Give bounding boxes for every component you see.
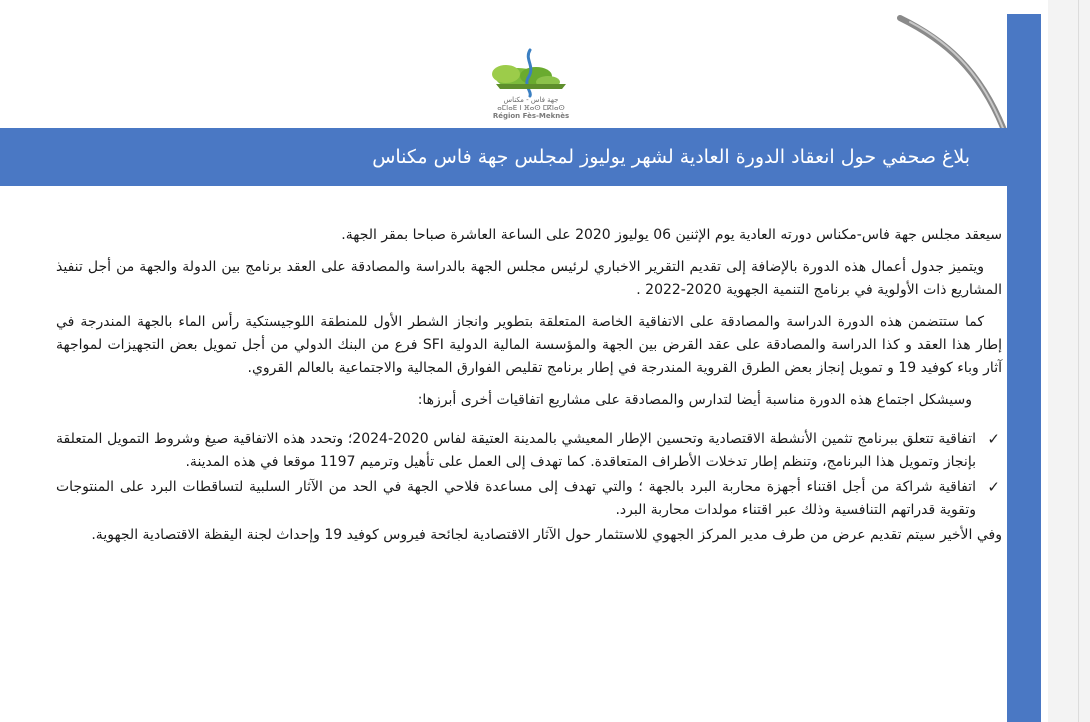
gutter-divider	[1078, 0, 1079, 722]
page-title: بلاغ صحفي حول انعقاد الدورة العادية لشهر يوليوز لمجلس جهة فاس مكناس	[372, 146, 970, 168]
list-item-text: اتفاقية شراكة من أجل اقتناء أجهزة محاربة البرد بالجهة ؛ والتي تهدف إلى مساعدة فلاحي الجهة في الحد من الآثار السلبية لتساقطات البرد على المنتوجات وتقوية قدراتهم التنافسية وذلك عبر اقتناء مولدات محاربة البرد.	[56, 479, 976, 518]
paragraph-agenda: ويتميز جدول أعمال هذه الدورة بالإضافة إلى تقديم التقرير الاخباري لرئيس مجلس الجهة بالدراسة والمصادقة على العقد برنامج بين الدولة والجهة من أجل تنفيذ المشاريع ذات الأولوية في برنامج التنمية الجهوية 2020-2022 .	[56, 259, 1002, 298]
paragraph-agreements: كما ستتضمن هذه الدورة الدراسة والمصادقة على الاتفاقية الخاصة المتعلقة بتطوير وانجاز الشطر الأول للمنطقة اللوجيستكية رأس الماء بالجهة المندرجة في إطار هذا العقد و كذا الدراسة والمصادقة على عقد القرض بين الجهة والمؤسسة المالية الدولية SFI فرع من البنك الدولي من أجل تمويل بعض التجهيزات لمواجهة آثار وباء كوفيد 19 و تمويل إنجاز بعض الطرق القروية المندرجة في إطار برنامج تقليص الفوارق المجالية والاجتماعية بالعالم القروي.	[56, 314, 1002, 376]
viewer-gutter	[1048, 0, 1090, 722]
paragraph-closing: وفي الأخير سيتم تقديم عرض من طرف مدير المركز الجهوي للاستثمار حول الآثار الاقتصادية لجائحة فيروس كوفيد 19 وإحداث لجنة اليقظة الاقتصادية الجهوية.	[91, 527, 1002, 543]
logo-text-tifinagh: ⴰⵎⵏⴰⴹ ⵏ ⴼⴰⵙ ⵎⴽⵏⴰⵙ	[497, 104, 565, 112]
paragraph-other-projects: وسيشكل اجتماع هذه الدورة مناسبة أيضا لتدارس والمصادقة على مشاريع اتفاقيات أخرى أبرزها:	[417, 392, 972, 408]
decorative-swoosh	[870, 0, 1010, 140]
side-accent-bar	[1007, 14, 1041, 722]
check-icon: ✓	[987, 478, 1000, 496]
logo-text-latin: Région Fès-Meknès	[492, 112, 570, 120]
logo-text-arabic: جهة فاس - مكناس	[503, 96, 559, 104]
list-item	[56, 476, 1002, 522]
press-release-body	[56, 224, 1002, 556]
list-item-text: اتفاقية تتعلق ببرنامج تثمين الأنشطة الاقتصادية وتحسين الإطار المعيشي بالمدينة العتيقة لفاس 2020-2024؛ وتحدد هذه الاتفاقية صيغ وشروط التمويل المتعلقة بإنجاز وتمويل هذا البرنامج، وتنظم إطار تدخلات الأطراف المتعاقدة. كما تهدف إلى العمل على تأهيل وترميم 1197 موقعا في هذه المدينة.	[56, 431, 976, 470]
logo-caption	[466, 96, 596, 121]
paragraph-session-date: سيعقد مجلس جهة فاس-مكناس دورته العادية يوم الإثنين 06 يوليوز 2020 على الساعة العاشرة صباحا بمقر الجهة.	[341, 227, 1002, 243]
agreements-list	[56, 428, 1002, 522]
check-icon: ✓	[987, 430, 1000, 448]
list-item	[56, 428, 1002, 474]
